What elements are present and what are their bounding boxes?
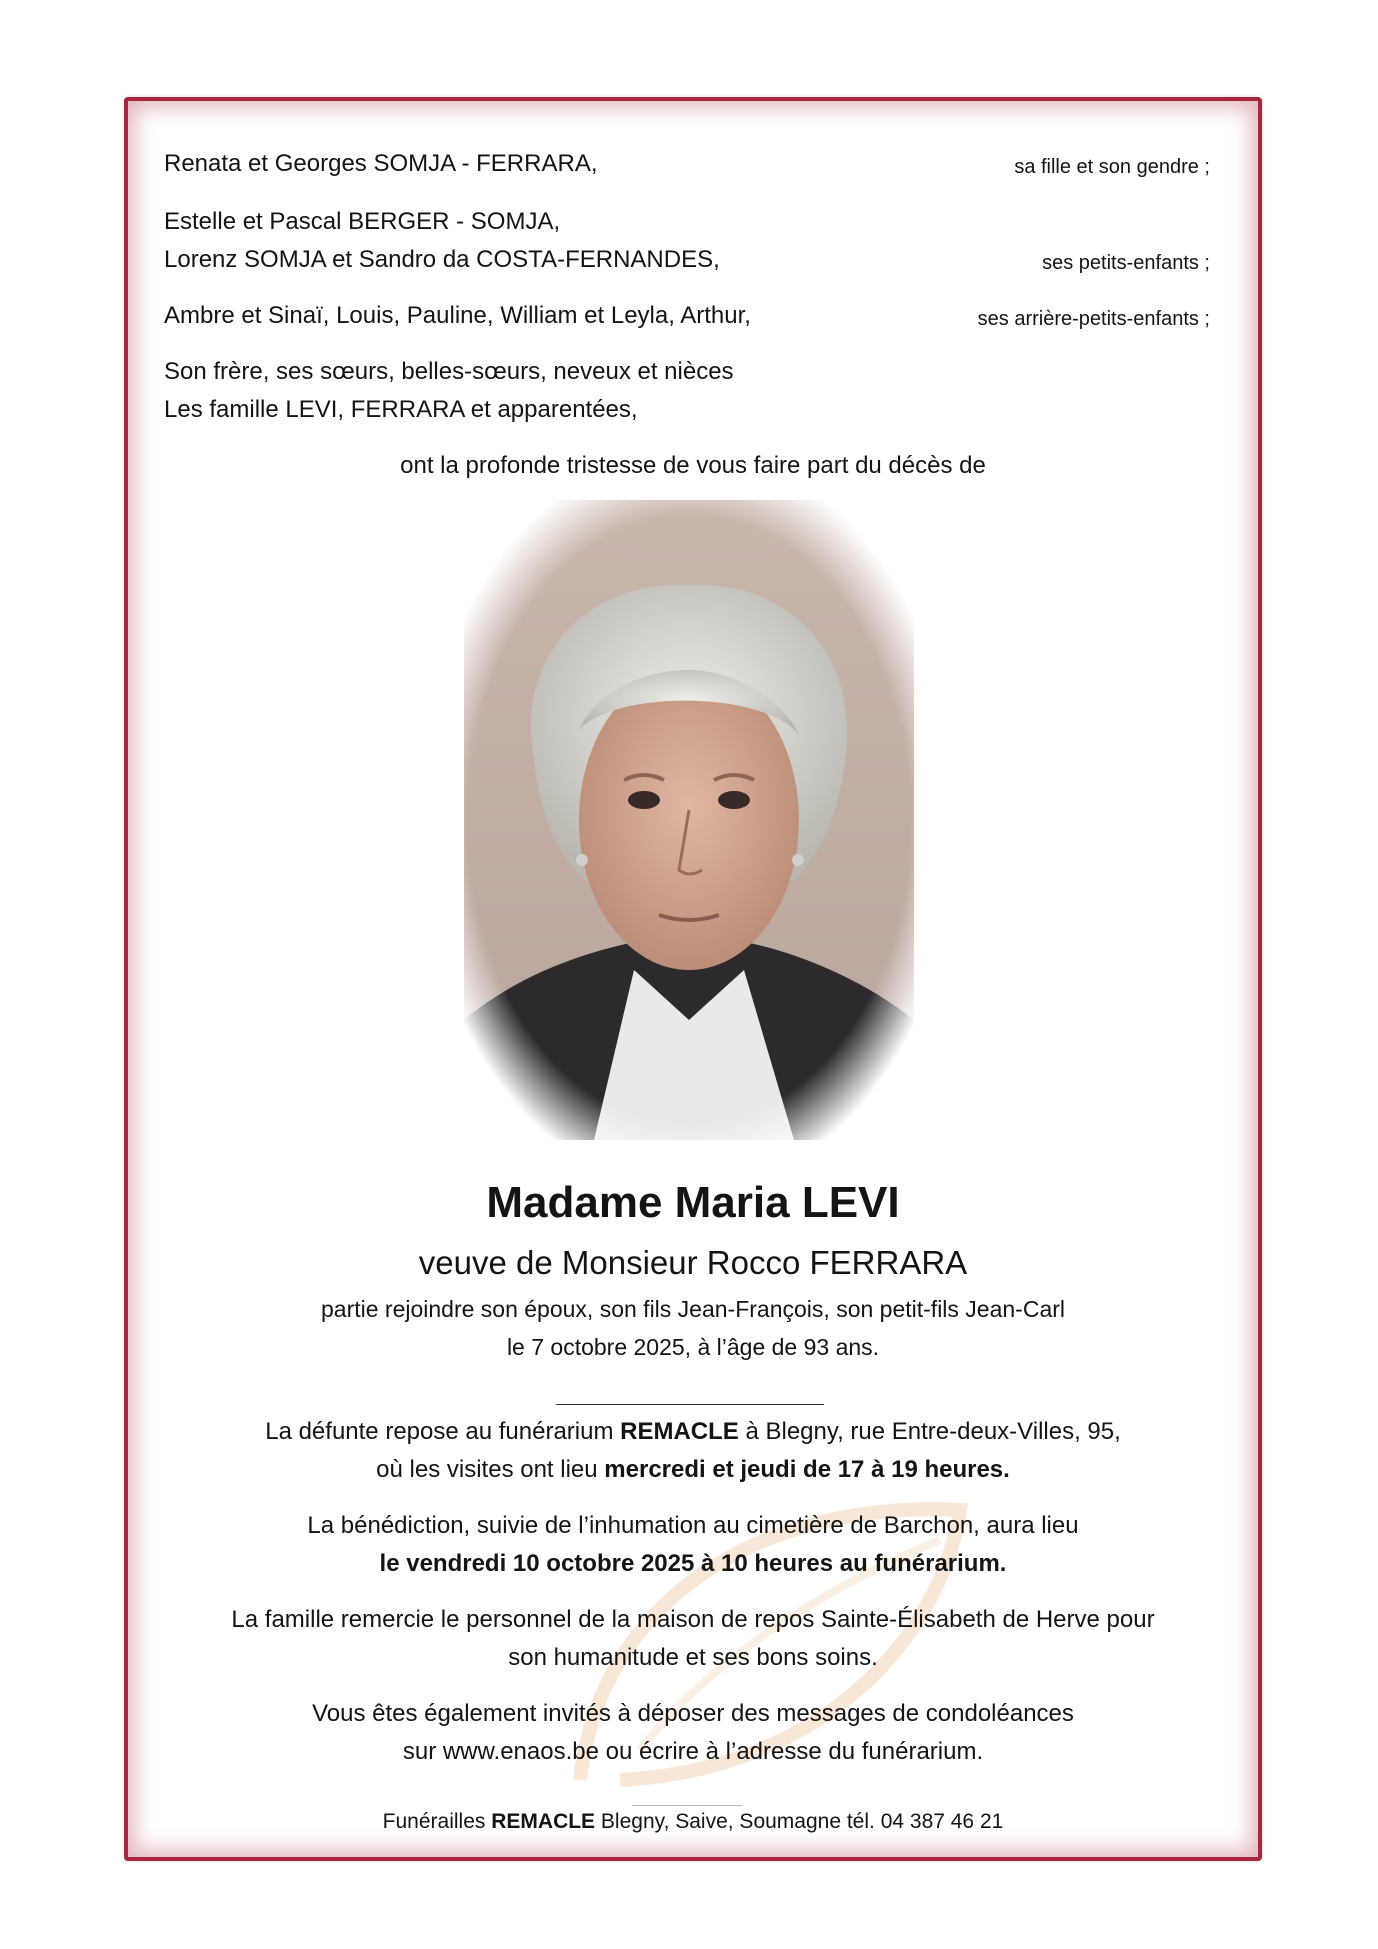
others-line-2: Les famille LEVI, FERRARA et apparentées,	[164, 396, 638, 423]
ceremony-line-2: le vendredi 10 octobre 2025 à 10 heures au funérarium.	[379, 1550, 1007, 1577]
thanks-line-1: La famille remercie le personnel de la maison de repos Sainte-Élisabeth de Herve pour	[231, 1606, 1155, 1633]
visit-line-2: où les visites ont lieu mercredi et jeudi de 17 à 19 heures.	[376, 1456, 1010, 1483]
deceased-widow-of: veuve de Monsieur Rocco FERRARA	[418, 1244, 968, 1281]
relation-line-4: ses arrière-petits-enfants ;	[977, 308, 1210, 330]
others-line-1: Son frère, ses sœurs, belles-sœurs, neveux et nièces	[164, 358, 734, 385]
separator	[556, 1404, 824, 1405]
family-line-2: Estelle et Pascal BERGER - SOMJA,	[164, 208, 561, 235]
visit-line-1: La défunte repose au funérarium REMACLE à Blegny, rue Entre-deux-Villes, 95,	[265, 1418, 1121, 1445]
ceremony-line-1: La bénédiction, suivie de l’inhumation au cimetière de Barchon, aura lieu	[307, 1512, 1079, 1539]
relation-line-1: sa fille et son gendre ;	[1014, 156, 1210, 178]
footer: Funérailles REMACLE Blegny, Saive, Soumagne tél. 04 387 46 21	[382, 1810, 1004, 1833]
thanks-line-2: son humanitude et ses bons soins.	[508, 1644, 878, 1671]
condolences-line-2: sur www.enaos.be ou écrire à l’adresse du funérarium.	[402, 1738, 984, 1765]
relation-line-3: ses petits-enfants ;	[1042, 252, 1210, 274]
announcement: ont la profonde tristesse de vous faire part du décès de	[400, 452, 986, 479]
deceased-portrait	[464, 500, 914, 1140]
family-line-3: Lorenz SOMJA et Sandro da COSTA-FERNANDES,	[164, 246, 720, 273]
condolences-line-1: Vous êtes également invités à déposer des messages de condoléances	[312, 1700, 1074, 1727]
family-line-1: Renata et Georges SOMJA - FERRARA,	[164, 150, 598, 177]
deceased-name: Madame Maria LEVI	[486, 1178, 900, 1227]
footer-separator	[632, 1805, 742, 1806]
deceased-date: le 7 octobre 2025, à l’âge de 93 ans.	[506, 1334, 880, 1360]
family-line-4: Ambre et Sinaï, Louis, Pauline, William et Leyla, Arthur,	[164, 302, 751, 329]
deceased-detail: partie rejoindre son époux, son fils Jean-François, son petit-fils Jean-Carl	[320, 1296, 1066, 1322]
